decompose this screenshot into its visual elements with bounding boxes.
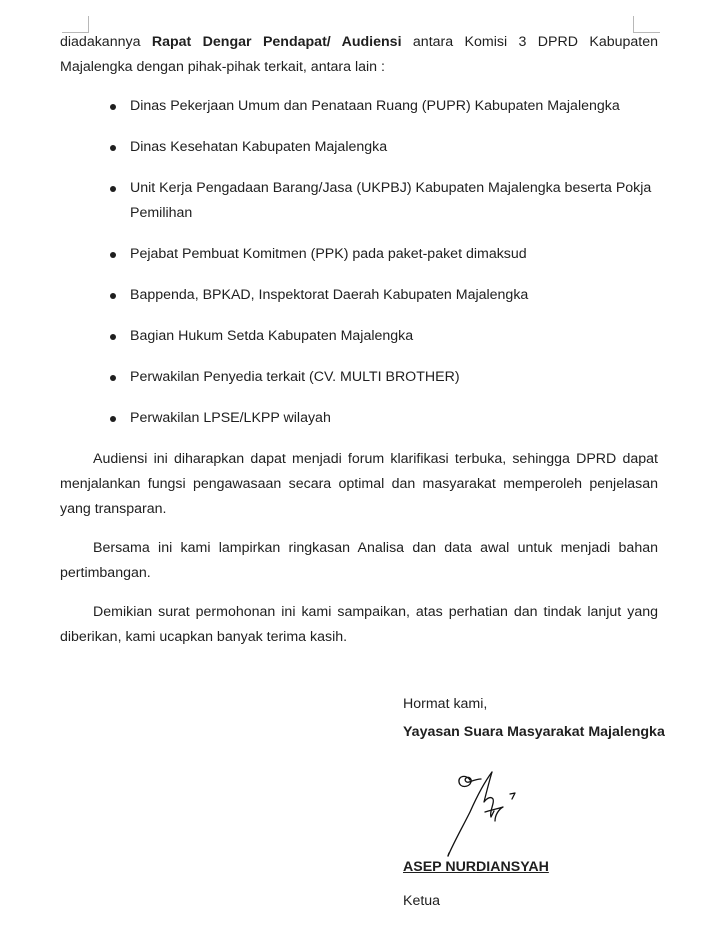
list-item (60, 94, 658, 119)
bullet-icon (110, 252, 116, 258)
attendee-list (60, 94, 658, 431)
list-item-text: Pejabat Pembuat Komitmen (PPK) pada paket-paket dimaksud (130, 246, 527, 262)
intro-text-before: diadakannya (60, 34, 152, 50)
handwritten-signature (430, 762, 530, 862)
bullet-icon (110, 145, 116, 151)
paragraph-penutup: Demikian surat permohonan ini kami sampaikan, atas perhatian dan tindak lanjut yang diberikan, kami ucapkan banyak terima kasih. (60, 604, 658, 645)
list-item-text: Bappenda, BPKAD, Inspektorat Daerah Kabupaten Majalengka (130, 287, 529, 303)
list-item (60, 242, 658, 267)
closing-salutation: Hormat kami, (403, 696, 488, 712)
bullet-icon (110, 186, 116, 192)
list-item-text: Dinas Pekerjaan Umum dan Penataan Ruang (PUPR) Kabupaten Majalengka (130, 98, 620, 114)
list-item-text: Perwakilan Penyedia terkait (CV. MULTI BROTHER) (130, 369, 460, 385)
bullet-icon (110, 104, 116, 110)
intro-bold-text: Rapat Dengar Pendapat/ Audiensi (151, 34, 402, 50)
organization-name: Yayasan Suara Masyarakat Majalengka (403, 724, 665, 740)
intro-paragraph (60, 30, 658, 80)
signer-name: ASEP NURDIANSYAH (403, 859, 549, 875)
list-item-text: Dinas Kesehatan Kabupaten Majalengka (130, 139, 388, 155)
bullet-icon (110, 375, 116, 381)
letter-body (60, 30, 658, 664)
bullet-icon (110, 416, 116, 422)
paragraph-audiensi: Audiensi ini diharapkan dapat menjadi forum klarifikasi terbuka, sehingga DPRD dapat menjalankan fungsi pengawasaan secara optimal dan masyarakat memperoleh penjelasan yang transparan. (60, 451, 658, 517)
list-item (60, 365, 658, 390)
intro-text-after: antara Komisi 3 DPRD Kabupaten Majalengka dengan pihak-pihak terkait, antara lain : (60, 34, 658, 75)
list-item (60, 135, 658, 160)
paragraph-lampiran: Bersama ini kami lampirkan ringkasan Analisa dan data awal untuk menjadi bahan pertimbangan. (60, 540, 658, 581)
list-item (60, 176, 658, 226)
signer-role: Ketua (403, 893, 441, 909)
list-item-text: Bagian Hukum Setda Kabupaten Majalengka (130, 328, 414, 344)
closing-block (403, 692, 663, 745)
list-item-text: Unit Kerja Pengadaan Barang/Jasa (UKPBJ) Kabupaten Majalengka beserta Pokja Pemilihan (130, 180, 652, 221)
list-item (60, 324, 658, 349)
bullet-icon (110, 334, 116, 340)
list-item (60, 283, 658, 308)
bullet-icon (110, 293, 116, 299)
list-item (60, 406, 658, 431)
list-item-text: Perwakilan LPSE/LKPP wilayah (130, 410, 331, 426)
